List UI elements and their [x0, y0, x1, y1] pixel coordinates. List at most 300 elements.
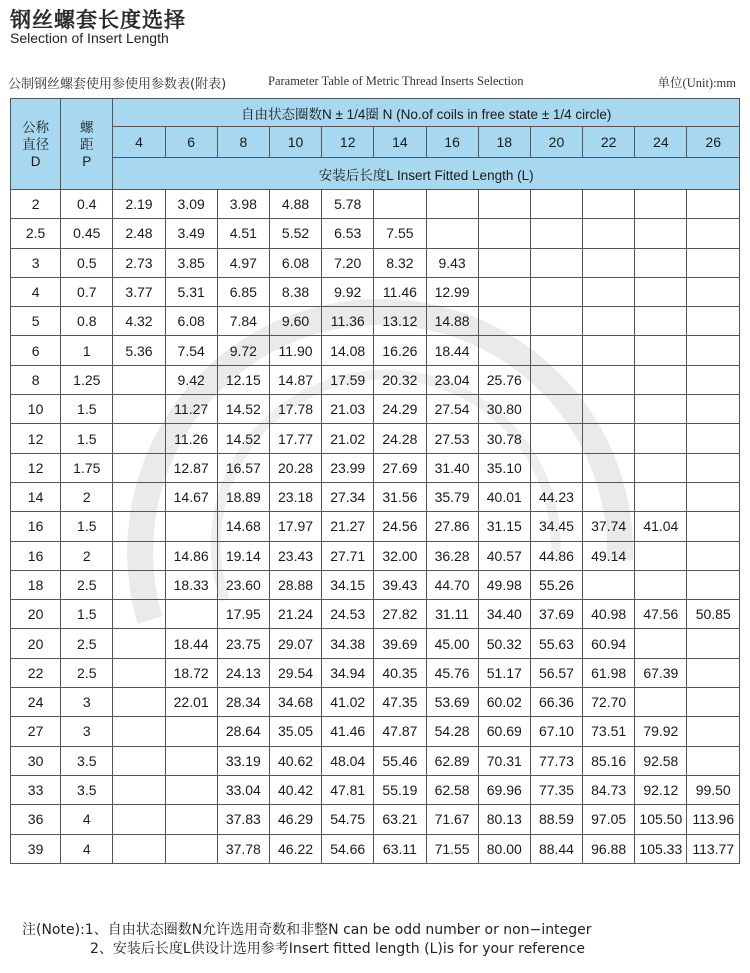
cell-length: 71.67 — [426, 805, 478, 834]
cell-length: 6.85 — [217, 277, 269, 306]
cell-length: 56.57 — [530, 658, 582, 687]
cell-length: 33.19 — [217, 746, 269, 775]
table-row — [11, 629, 740, 658]
page-subtitle: Selection of Insert Length — [10, 30, 169, 46]
cell-length: 17.77 — [269, 424, 321, 453]
cell-length: 5.78 — [322, 190, 374, 219]
table-row — [11, 600, 740, 629]
cell-length: 11.26 — [165, 424, 217, 453]
cell-length: 24.29 — [374, 395, 426, 424]
table-row — [11, 688, 740, 717]
cell-length — [113, 365, 165, 394]
table-row — [11, 805, 740, 834]
table-caption-en: Parameter Table of Metric Thread Inserts Selection — [268, 74, 524, 88]
parameter-table — [10, 98, 740, 864]
cell-length: 6.08 — [269, 248, 321, 277]
cell-pitch: 1 — [61, 336, 113, 365]
cell-length: 7.54 — [165, 336, 217, 365]
coil-count-header: 14 — [374, 127, 426, 158]
cell-length: 54.75 — [322, 805, 374, 834]
cell-length: 44.23 — [530, 482, 582, 511]
cell-length: 80.00 — [478, 834, 530, 863]
cell-length: 49.14 — [583, 541, 635, 570]
cell-length: 9.72 — [217, 336, 269, 365]
cell-length — [113, 746, 165, 775]
table-row — [11, 190, 740, 219]
cell-length: 18.33 — [165, 570, 217, 599]
cell-diameter: 16 — [11, 541, 61, 570]
cell-length — [165, 834, 217, 863]
cell-length: 34.40 — [478, 600, 530, 629]
cell-length — [165, 512, 217, 541]
cell-length: 27.53 — [426, 424, 478, 453]
cell-length — [687, 453, 740, 482]
cell-pitch: 1.25 — [61, 365, 113, 394]
cell-diameter: 33 — [11, 775, 61, 804]
coil-count-header: 18 — [478, 127, 530, 158]
cell-length: 85.16 — [583, 746, 635, 775]
cell-length: 40.35 — [374, 658, 426, 687]
table-row — [11, 248, 740, 277]
cell-length — [113, 805, 165, 834]
cell-length: 37.83 — [217, 805, 269, 834]
cell-length: 41.04 — [635, 512, 687, 541]
cell-length: 27.71 — [322, 541, 374, 570]
coil-count-header: 20 — [530, 127, 582, 158]
cell-length: 3.77 — [113, 277, 165, 306]
cell-length: 96.88 — [583, 834, 635, 863]
cell-length — [583, 248, 635, 277]
cell-length: 16.57 — [217, 453, 269, 482]
cell-length: 23.99 — [322, 453, 374, 482]
coil-count-header: 6 — [165, 127, 217, 158]
cell-length — [687, 395, 740, 424]
cell-length — [687, 629, 740, 658]
cell-length: 113.77 — [687, 834, 740, 863]
table-row — [11, 336, 740, 365]
cell-length — [530, 424, 582, 453]
cell-length: 20.28 — [269, 453, 321, 482]
cell-diameter: 20 — [11, 600, 61, 629]
coil-count-header: 22 — [583, 127, 635, 158]
cell-length — [635, 277, 687, 306]
cell-length: 4.51 — [217, 219, 269, 248]
cell-length: 24.28 — [374, 424, 426, 453]
cell-length: 45.76 — [426, 658, 478, 687]
cell-length — [583, 424, 635, 453]
cell-length: 21.24 — [269, 600, 321, 629]
cell-length: 35.10 — [478, 453, 530, 482]
coil-count-header: 4 — [113, 127, 165, 158]
cell-length: 27.82 — [374, 600, 426, 629]
cell-length — [426, 219, 478, 248]
cell-length — [687, 717, 740, 746]
cell-length — [530, 277, 582, 306]
cell-length: 49.98 — [478, 570, 530, 599]
cell-length: 23.60 — [217, 570, 269, 599]
cell-diameter: 2 — [11, 190, 61, 219]
cell-pitch: 4 — [61, 834, 113, 863]
cell-length — [530, 248, 582, 277]
cell-length: 50.85 — [687, 600, 740, 629]
cell-length: 18.72 — [165, 658, 217, 687]
cell-length: 3.49 — [165, 219, 217, 248]
cell-length: 4.88 — [269, 190, 321, 219]
cell-pitch: 1.5 — [61, 600, 113, 629]
cell-length: 44.86 — [530, 541, 582, 570]
header-pitch: 螺 距 P — [61, 99, 113, 190]
cell-length: 20.32 — [374, 365, 426, 394]
cell-length — [687, 570, 740, 599]
cell-diameter: 30 — [11, 746, 61, 775]
cell-length: 3.98 — [217, 190, 269, 219]
cell-length: 34.94 — [322, 658, 374, 687]
cell-length — [113, 570, 165, 599]
table-row — [11, 658, 740, 687]
cell-pitch: 1.75 — [61, 453, 113, 482]
cell-length: 30.78 — [478, 424, 530, 453]
cell-length: 62.89 — [426, 746, 478, 775]
cell-diameter: 5 — [11, 307, 61, 336]
cell-length: 48.04 — [322, 746, 374, 775]
cell-length: 24.13 — [217, 658, 269, 687]
cell-length: 34.38 — [322, 629, 374, 658]
cell-length — [478, 277, 530, 306]
cell-diameter: 24 — [11, 688, 61, 717]
coil-count-header: 12 — [322, 127, 374, 158]
cell-length: 27.69 — [374, 453, 426, 482]
cell-length: 55.63 — [530, 629, 582, 658]
table-row — [11, 512, 740, 541]
cell-length: 44.70 — [426, 570, 478, 599]
cell-length: 27.54 — [426, 395, 478, 424]
cell-pitch: 2.5 — [61, 570, 113, 599]
cell-length — [113, 453, 165, 482]
cell-length — [687, 512, 740, 541]
coil-count-header: 10 — [269, 127, 321, 158]
cell-length: 88.59 — [530, 805, 582, 834]
cell-length: 47.81 — [322, 775, 374, 804]
cell-length: 69.96 — [478, 775, 530, 804]
cell-length: 7.55 — [374, 219, 426, 248]
cell-length: 11.36 — [322, 307, 374, 336]
cell-diameter: 6 — [11, 336, 61, 365]
cell-length — [687, 688, 740, 717]
cell-length: 41.46 — [322, 717, 374, 746]
cell-length — [635, 219, 687, 248]
cell-length: 53.69 — [426, 688, 478, 717]
cell-length: 23.43 — [269, 541, 321, 570]
cell-length — [687, 424, 740, 453]
cell-length: 37.69 — [530, 600, 582, 629]
cell-length: 67.39 — [635, 658, 687, 687]
cell-length: 35.05 — [269, 717, 321, 746]
cell-length — [530, 395, 582, 424]
cell-length: 28.64 — [217, 717, 269, 746]
cell-length: 4.97 — [217, 248, 269, 277]
cell-diameter: 22 — [11, 658, 61, 687]
cell-length: 60.02 — [478, 688, 530, 717]
cell-length — [687, 482, 740, 511]
cell-length: 23.18 — [269, 482, 321, 511]
table-caption-cn: 公制钢丝螺套使用参使用参数表(附表) — [8, 77, 227, 92]
coil-count-row — [11, 127, 740, 158]
coil-count-header: 8 — [217, 127, 269, 158]
cell-length: 66.36 — [530, 688, 582, 717]
cell-length — [113, 482, 165, 511]
cell-pitch: 1.5 — [61, 424, 113, 453]
cell-pitch: 0.45 — [61, 219, 113, 248]
table-row — [11, 834, 740, 863]
cell-length: 72.70 — [583, 688, 635, 717]
cell-length — [165, 775, 217, 804]
cell-length — [113, 395, 165, 424]
cell-length: 46.22 — [269, 834, 321, 863]
cell-length: 40.98 — [583, 600, 635, 629]
table-row — [11, 365, 740, 394]
cell-length: 35.79 — [426, 482, 478, 511]
cell-length — [165, 717, 217, 746]
cell-length: 14.52 — [217, 395, 269, 424]
cell-length: 40.62 — [269, 746, 321, 775]
cell-length: 18.44 — [426, 336, 478, 365]
cell-pitch: 3 — [61, 717, 113, 746]
cell-pitch: 2.5 — [61, 658, 113, 687]
table-row — [11, 424, 740, 453]
cell-length: 11.46 — [374, 277, 426, 306]
cell-diameter: 8 — [11, 365, 61, 394]
cell-length: 70.31 — [478, 746, 530, 775]
cell-pitch: 0.7 — [61, 277, 113, 306]
cell-length: 5.52 — [269, 219, 321, 248]
cell-length — [374, 190, 426, 219]
cell-pitch: 0.4 — [61, 190, 113, 219]
cell-length: 63.21 — [374, 805, 426, 834]
cell-length: 54.28 — [426, 717, 478, 746]
cell-length — [583, 570, 635, 599]
cell-length — [687, 365, 740, 394]
cell-length: 24.56 — [374, 512, 426, 541]
cell-length: 47.56 — [635, 600, 687, 629]
cell-length — [113, 775, 165, 804]
cell-length: 79.92 — [635, 717, 687, 746]
cell-length — [113, 600, 165, 629]
cell-length: 13.12 — [374, 307, 426, 336]
cell-length: 47.87 — [374, 717, 426, 746]
cell-diameter: 3 — [11, 248, 61, 277]
cell-length: 14.88 — [426, 307, 478, 336]
cell-diameter: 4 — [11, 277, 61, 306]
cell-length — [583, 219, 635, 248]
page-title: 钢丝螺套长度选择 — [10, 8, 186, 32]
cell-length — [583, 277, 635, 306]
cell-length — [478, 190, 530, 219]
cell-length: 99.50 — [687, 775, 740, 804]
cell-diameter: 14 — [11, 482, 61, 511]
cell-length: 34.45 — [530, 512, 582, 541]
cell-length: 105.50 — [635, 805, 687, 834]
cell-length: 4.32 — [113, 307, 165, 336]
cell-diameter: 12 — [11, 453, 61, 482]
cell-length — [583, 365, 635, 394]
cell-length: 3.09 — [165, 190, 217, 219]
cell-length — [113, 541, 165, 570]
cell-length — [687, 190, 740, 219]
cell-length: 9.92 — [322, 277, 374, 306]
cell-length: 19.14 — [217, 541, 269, 570]
cell-pitch: 1.5 — [61, 395, 113, 424]
cell-diameter: 20 — [11, 629, 61, 658]
cell-length: 29.54 — [269, 658, 321, 687]
cell-length: 12.87 — [165, 453, 217, 482]
cell-length: 14.52 — [217, 424, 269, 453]
table-row — [11, 570, 740, 599]
cell-length: 21.27 — [322, 512, 374, 541]
cell-length — [583, 307, 635, 336]
cell-length: 28.34 — [217, 688, 269, 717]
cell-length: 14.67 — [165, 482, 217, 511]
cell-length — [165, 746, 217, 775]
cell-length: 2.73 — [113, 248, 165, 277]
cell-length: 6.08 — [165, 307, 217, 336]
cell-length — [635, 541, 687, 570]
cell-length: 14.87 — [269, 365, 321, 394]
cell-length: 47.35 — [374, 688, 426, 717]
cell-length: 46.29 — [269, 805, 321, 834]
cell-length — [687, 746, 740, 775]
cell-length: 55.19 — [374, 775, 426, 804]
cell-length: 21.02 — [322, 424, 374, 453]
cell-length: 27.34 — [322, 482, 374, 511]
cell-length: 40.42 — [269, 775, 321, 804]
cell-length — [687, 219, 740, 248]
cell-length: 31.11 — [426, 600, 478, 629]
cell-length — [583, 395, 635, 424]
cell-length: 5.36 — [113, 336, 165, 365]
table-row — [11, 453, 740, 482]
cell-length — [687, 248, 740, 277]
cell-length — [583, 336, 635, 365]
table-row — [11, 277, 740, 306]
cell-length: 7.20 — [322, 248, 374, 277]
cell-length: 73.51 — [583, 717, 635, 746]
note-2: 2、安装后长度L供设计选用参考Insert fitted length (L)is for your reference — [90, 941, 585, 957]
cell-pitch: 1.5 — [61, 512, 113, 541]
header-fitted-length: 安装后长度L Insert Fitted Length (L) — [113, 158, 740, 190]
cell-length: 71.55 — [426, 834, 478, 863]
table-row — [11, 746, 740, 775]
cell-length — [635, 248, 687, 277]
cell-length — [478, 307, 530, 336]
cell-length: 28.88 — [269, 570, 321, 599]
cell-length: 9.60 — [269, 307, 321, 336]
cell-length: 113.96 — [687, 805, 740, 834]
cell-length — [530, 453, 582, 482]
cell-length: 31.40 — [426, 453, 478, 482]
header-coils: 自由状态圈数N ± 1/4圈 N (No.of coils in free state ± 1/4 circle) — [113, 99, 740, 127]
cell-length — [583, 482, 635, 511]
cell-pitch: 2.5 — [61, 629, 113, 658]
cell-length — [113, 424, 165, 453]
cell-length — [635, 482, 687, 511]
cell-pitch: 2 — [61, 541, 113, 570]
cell-length: 105.33 — [635, 834, 687, 863]
cell-length — [478, 336, 530, 365]
cell-length — [583, 453, 635, 482]
cell-length: 2.19 — [113, 190, 165, 219]
cell-length: 39.43 — [374, 570, 426, 599]
cell-length: 40.01 — [478, 482, 530, 511]
cell-length — [687, 277, 740, 306]
table-row — [11, 307, 740, 336]
cell-length — [113, 512, 165, 541]
cell-pitch: 4 — [61, 805, 113, 834]
cell-length — [478, 248, 530, 277]
cell-diameter: 16 — [11, 512, 61, 541]
coil-count-header: 24 — [635, 127, 687, 158]
cell-length: 5.31 — [165, 277, 217, 306]
cell-length: 32.00 — [374, 541, 426, 570]
cell-length: 31.15 — [478, 512, 530, 541]
cell-length: 88.44 — [530, 834, 582, 863]
cell-length: 9.42 — [165, 365, 217, 394]
cell-length: 54.66 — [322, 834, 374, 863]
cell-length: 60.69 — [478, 717, 530, 746]
cell-length: 17.97 — [269, 512, 321, 541]
cell-length: 14.86 — [165, 541, 217, 570]
cell-diameter: 12 — [11, 424, 61, 453]
cell-length — [583, 190, 635, 219]
cell-diameter: 36 — [11, 805, 61, 834]
cell-length: 61.98 — [583, 658, 635, 687]
cell-length: 92.58 — [635, 746, 687, 775]
cell-length: 17.95 — [217, 600, 269, 629]
cell-length: 18.89 — [217, 482, 269, 511]
cell-length: 37.78 — [217, 834, 269, 863]
cell-pitch: 3 — [61, 688, 113, 717]
cell-length: 29.07 — [269, 629, 321, 658]
cell-pitch: 2 — [61, 482, 113, 511]
cell-length — [530, 219, 582, 248]
cell-length: 21.03 — [322, 395, 374, 424]
cell-length — [687, 336, 740, 365]
cell-length: 45.00 — [426, 629, 478, 658]
cell-length — [165, 600, 217, 629]
cell-length — [635, 453, 687, 482]
cell-length: 51.17 — [478, 658, 530, 687]
cell-length: 16.26 — [374, 336, 426, 365]
cell-length: 63.11 — [374, 834, 426, 863]
cell-length: 2.48 — [113, 219, 165, 248]
cell-length — [635, 307, 687, 336]
cell-length — [530, 190, 582, 219]
cell-length: 33.04 — [217, 775, 269, 804]
cell-length — [635, 395, 687, 424]
cell-length: 50.32 — [478, 629, 530, 658]
cell-length: 37.74 — [583, 512, 635, 541]
cell-length — [687, 541, 740, 570]
cell-length — [635, 365, 687, 394]
cell-length — [635, 570, 687, 599]
cell-length: 6.53 — [322, 219, 374, 248]
cell-diameter: 39 — [11, 834, 61, 863]
cell-length — [635, 629, 687, 658]
cell-length: 55.46 — [374, 746, 426, 775]
cell-length: 36.28 — [426, 541, 478, 570]
cell-length — [113, 717, 165, 746]
unit-label: 单位(Unit):mm — [657, 76, 736, 90]
cell-length: 31.56 — [374, 482, 426, 511]
